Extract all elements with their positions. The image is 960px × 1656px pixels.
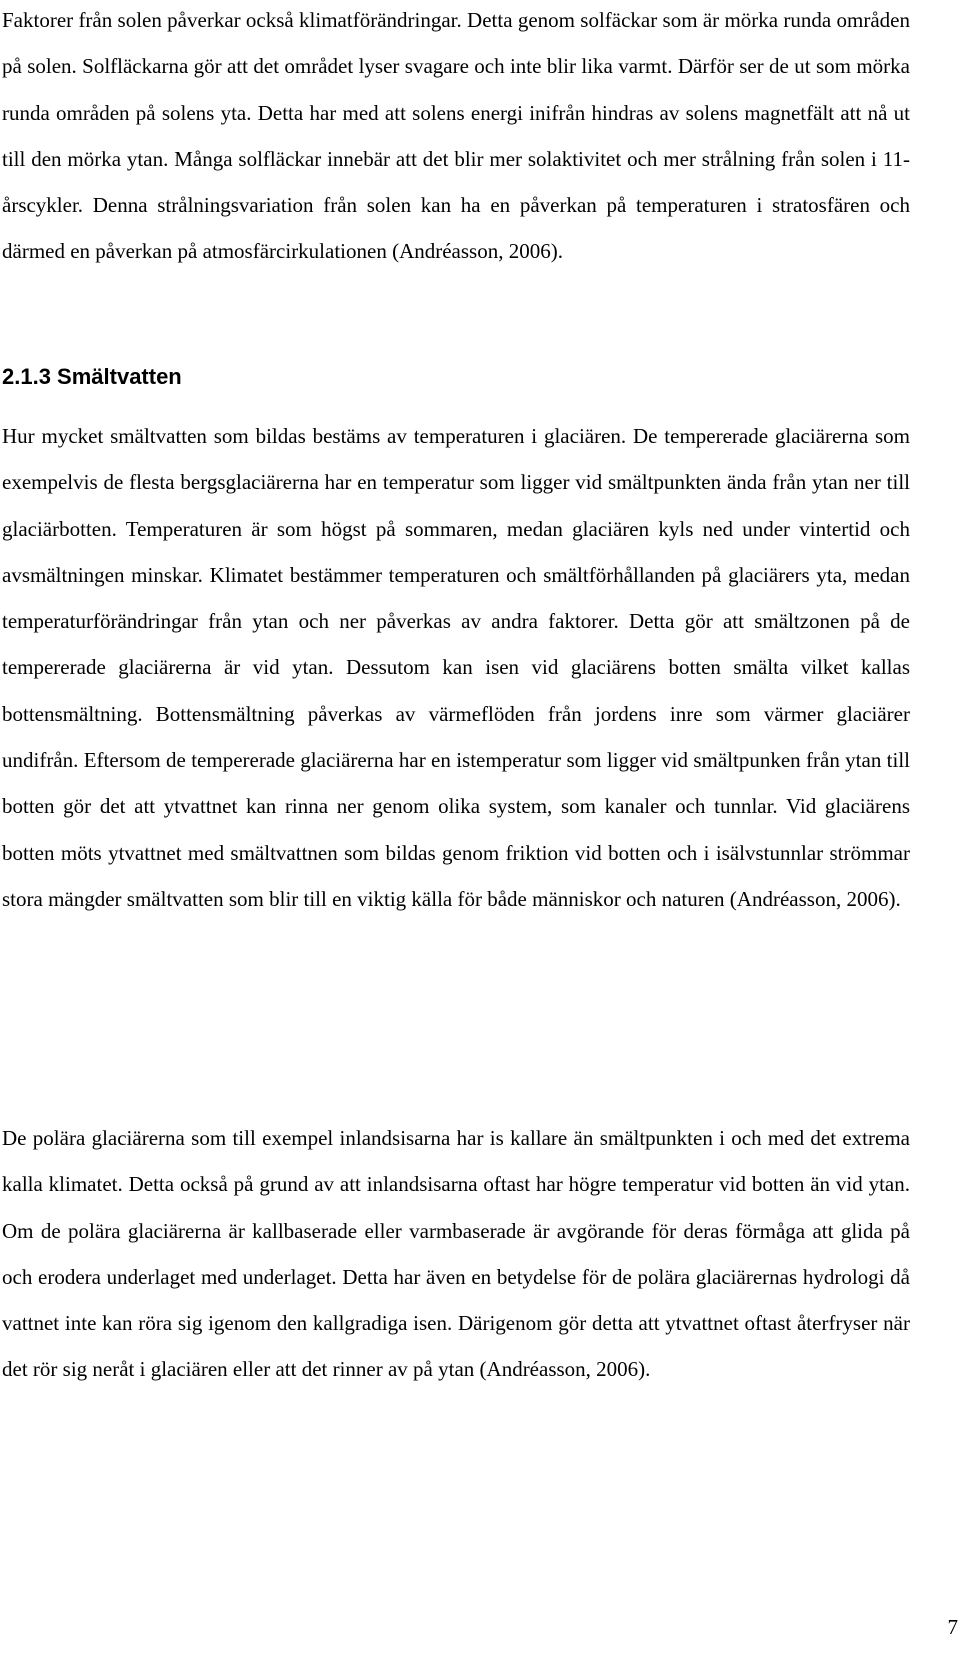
section-heading: 2.1.3 Smältvatten [2,364,182,389]
paragraph-solar-factors: Faktorer från solen påverkar också klimatförändringar. Detta genom solfäckar som är mörka runda områden på solen. Solfläckarna gör att det området lyser svagare och inte blir lika varmt. Därför ser de ut som mörka runda områden på solens yta. Detta har med att solens energi inifrån hindras av solens magnetfält att nå ut till den mörka ytan. Många solfläckar innebär att det blir mer solaktivitet och mer strålning från solen i 11-årscykler. Denna strålningsvariation från solen kan ha en påverkan på temperaturen i stratosfären och därmed en påverkan på atmosfärcirkulationen (Andréasson, 2006). [2,8,910,264]
page-number: 7 [947,1615,958,1639]
paragraph-polar-glaciers: De polära glaciärerna som till exempel inlandsisarna har is kallare än smältpunkten i och med det extrema kalla klimatet. Detta också på grund av att inlandsisarna oftast har högre temperatur vid botten än vid ytan. Om de polära glaciärerna är kallbaserade eller varmbaserade är avgörande för deras förmåga att glida på och erodera underlaget med underlaget. Detta har även en betydelse för de polära glaciärernas hydrologi då vattnet inte kan röra sig igenom den kallgradiga isen. Därigenom gör detta att ytvattnet oftast återfryser när det rör sig neråt i glaciären eller att det rinner av på ytan (Andréasson, 2006). [2,1126,910,1382]
paragraph-meltwater-temperate: Hur mycket smältvatten som bildas bestäms av temperaturen i glaciären. De tempererade glaciärerna som exempelvis de flesta bergsglaciärerna har en temperatur som ligger vid smältpunkten ända från ytan ner till glaciärbotten. Temperaturen är som högst på sommaren, medan glaciären kyls ned under vintertid och avsmältningen minskar. Klimatet bestämmer temperaturen och smältförhållanden på glaciärers yta, medan temperaturförändringar från ytan och ner påverkas av andra faktorer. Detta gör att smältzonen på de tempererade glaciärerna är vid ytan. Dessutom kan isen vid glaciärens botten smälta vilket kallas bottensmältning. Bottensmältning påverkas av värmeflöden från jordens inre som värmer glaciärer undifrån. Eftersom de tempererade glaciärerna har en istemperatur som ligger vid smältpunken från ytan till botten gör det att ytvattnet kan rinna ner genom olika system, som kanaler och tunnlar. Vid glaciärens botten möts ytvattnet med smältvattnen som bildas genom friktion vid botten och i isälvstunnlar strömmar stora mängder smältvatten som blir till en viktig källa för både människor och naturen (Andréasson, 2006). [2,424,910,911]
